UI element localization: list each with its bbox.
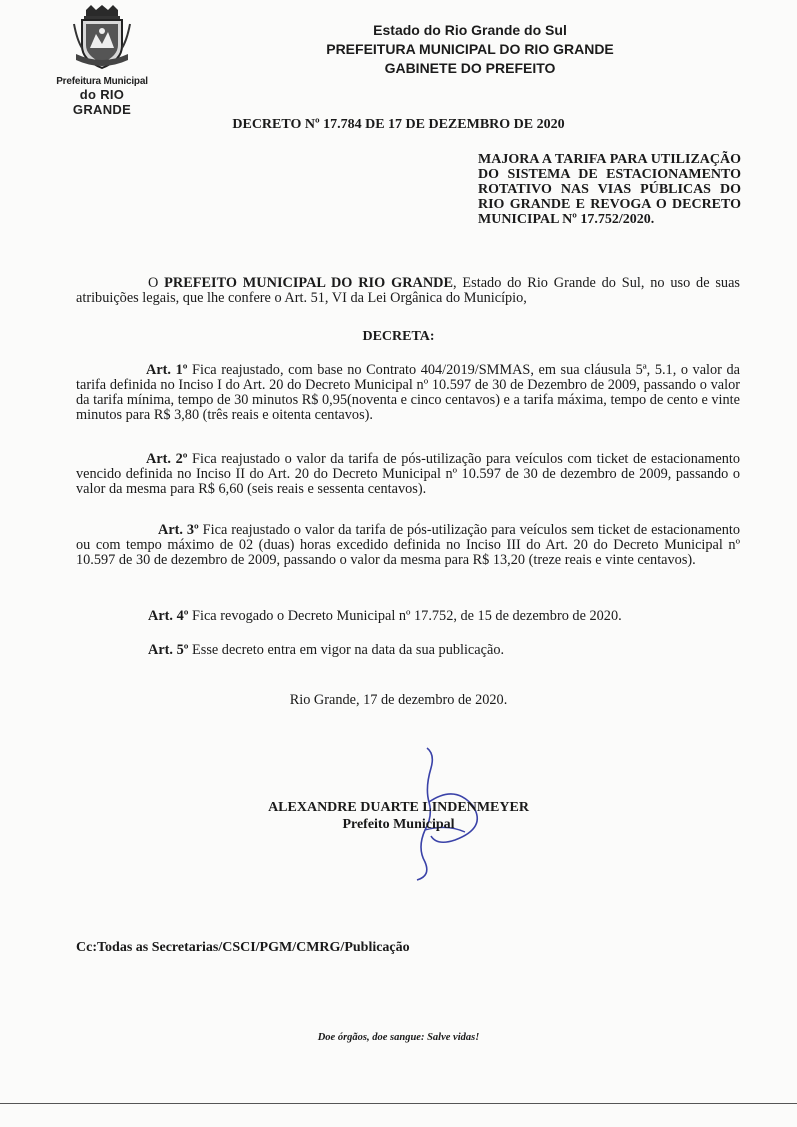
header-state: Estado do Rio Grande do Sul xyxy=(373,22,567,38)
preamble-prefix: O xyxy=(148,275,165,291)
article-text: Fica revogado o Decreto Municipal nº 17.752, de 15 de dezembro de 2020. xyxy=(188,608,622,624)
article-label: Art. 1º xyxy=(146,362,188,378)
place-and-date: Rio Grande, 17 de dezembro de 2020. xyxy=(289,692,508,708)
decree-ementa: MAJORA A TARIFA PARA UTILIZAÇÃO DO SISTEMA DE ESTACIONAMENTO ROTATIVO NAS VIAS PÚBLICAS DO RIO GRANDE E REVOGA O DECRETO MUNICIPAL Nº 17.752/2020. xyxy=(478,152,741,227)
article-5 xyxy=(148,643,748,658)
article-label: Art. 5º xyxy=(148,642,189,658)
article-text: Esse decreto entra em vigor na data da sua publicação. xyxy=(188,642,505,658)
article-3 xyxy=(76,523,740,568)
signatory-role: Prefeito Municipal xyxy=(342,817,455,832)
decree-title: DECRETO Nº 17.784 DE 17 DE DEZEMBRO DE 2020 xyxy=(232,117,565,132)
preamble-text: , Estado do Rio Grande do Sul, no uso de suas atribuições legais, que lhe confere o Art. 51, VI da Lei Orgânica do Município, xyxy=(76,275,740,306)
header-prefecture: PREFEITURA MUNICIPAL DO RIO GRANDE xyxy=(326,41,614,57)
footer-divider xyxy=(0,1103,797,1104)
article-text: Fica reajustado, com base no Contrato 404/2019/SMMAS, em sua cláusula 5ª, 5.1, o valor da tarifa definida no Inciso I do Art. 20 do Decreto Municipal nº 10.597 de 30 de Dezembro de 2009, passando o valor da tarifa mínima, tempo de 30 minutos R$ 0,95(noventa e cinco centavos) e a tarifa máxima, tempo de cento e vinte minutos para R$ 3,80 (três reais e oitenta centavos). xyxy=(76,362,741,423)
municipal-coat-of-arms-logo xyxy=(54,4,150,117)
decreta-heading: DECRETA: xyxy=(362,329,435,344)
article-label: Art. 4º xyxy=(148,608,189,624)
copy-recipients: Cc:Todas as Secretarias/CSCI/PGM/CMRG/Publicação xyxy=(76,940,410,955)
logo-line-prefeitura: Prefeitura Municipal xyxy=(56,76,148,87)
preamble-authority: PREFEITO MUNICIPAL DO RIO GRANDE xyxy=(164,275,454,291)
footer-motto: Doe órgãos, doe sangue: Salve vidas! xyxy=(317,1032,480,1043)
article-2 xyxy=(76,452,740,497)
article-text: Fica reajustado o valor da tarifa de pós-utilização para veículos sem ticket de estacionamento ou com tempo máximo de 02 (duas) horas excedido definida no Inciso III do Art. 20 do Decreto Municipal nº 10.597 de 30 de dezembro de 2009, passando o valor da mesma para R$ 13,20 (treze reais e vinte centavos). xyxy=(76,522,741,568)
article-text: Fica reajustado o valor da tarifa de pós-utilização para veículos com ticket de estacionamento vencido definida no Inciso II do Art. 20 do Decreto Municipal nº 10.597 de 30 de dezembro de 2009, passando o valor da mesma para R$ 6,60 (seis reais e sessenta centavos). xyxy=(76,451,740,497)
preamble-paragraph xyxy=(76,276,740,306)
article-1 xyxy=(76,363,740,423)
article-4 xyxy=(148,609,748,624)
coat-of-arms-icon xyxy=(72,4,132,72)
logo-line-rio-grande: do RIO GRANDE xyxy=(72,87,132,117)
signatory-name: ALEXANDRE DUARTE LINDENMEYER xyxy=(268,800,529,815)
article-label: Art. 3º xyxy=(158,522,199,538)
article-label: Art. 2º xyxy=(146,451,188,467)
header-office: GABINETE DO PREFEITO xyxy=(384,60,556,76)
